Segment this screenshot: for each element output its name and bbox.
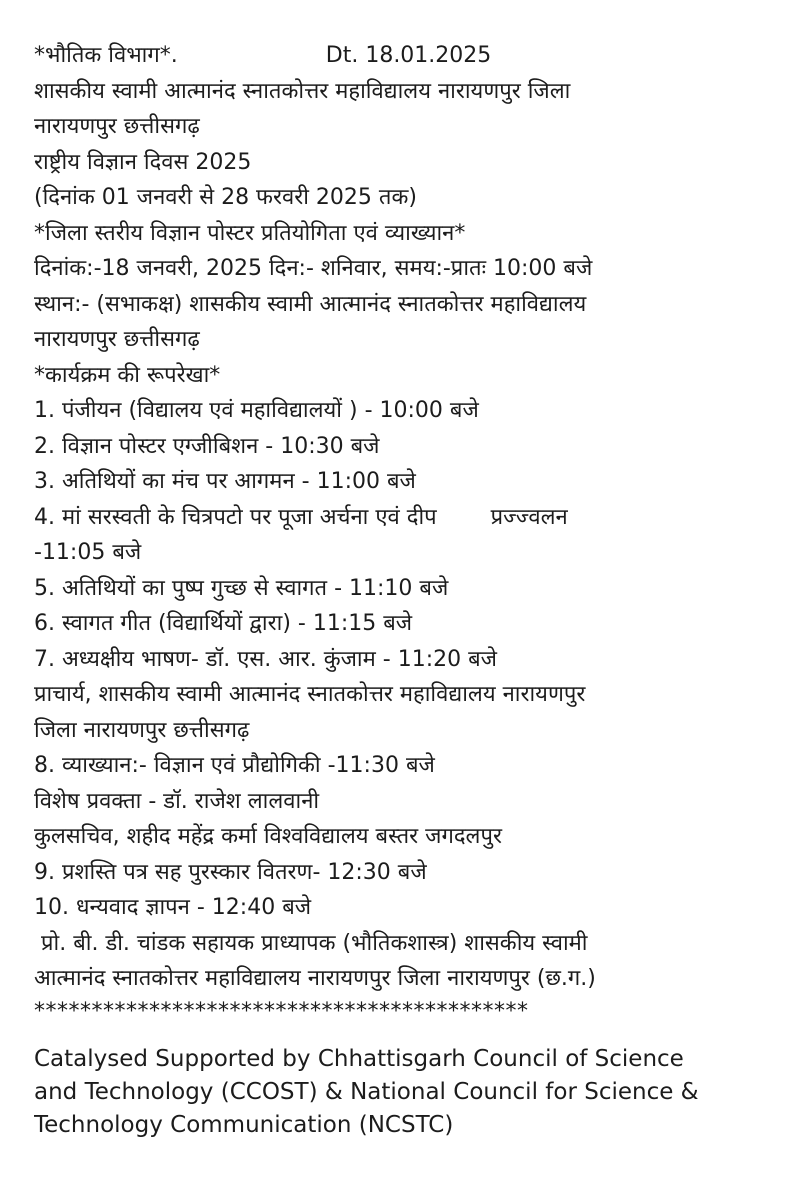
header-line bbox=[34, 38, 765, 74]
event-duration: (दिनांक 01 जनवरी से 28 फरवरी 2025 तक) bbox=[34, 185, 417, 210]
schedule-item-7: 7. अध्यक्षीय भाषण- डॉ. एस. आर. कुंजाम - 11:20 बजे bbox=[34, 646, 497, 672]
document-date: Dt. 18.01.2025 bbox=[325, 43, 492, 68]
schedule-item-9: 9. प्रशस्ति पत्र सह पुरस्कार वितरण- 12:30 बजे bbox=[34, 859, 427, 885]
schedule-item-8: 8. व्याख्यान:- विज्ञान एवं प्रौद्योगिकी -11:30 बजे bbox=[34, 753, 435, 778]
support-credits-line-3: Technology Communication (NCSTC) bbox=[34, 1111, 454, 1138]
college-name-line-1: शासकीय स्वामी आत्मानंद स्नातकोत्तर महाविद्यालय नारायणपुर जिला bbox=[34, 78, 571, 104]
schedule-item-4-text-cont: प्रज्ज्वलन bbox=[490, 504, 568, 530]
support-credits-line-2: and Technology (CCOST) & National Council for Science & bbox=[34, 1078, 699, 1105]
venue-line-1: स्थान:- (सभाकक्ष) शासकीय स्वामी आत्मानंद स्नातकोत्तर महाविद्यालय bbox=[34, 291, 587, 317]
schedule-item-2: 2. विज्ञान पोस्टर एग्जीबिशन - 10:30 बजे bbox=[34, 433, 380, 459]
competition-title: *जिला स्तरीय विज्ञान पोस्टर प्रतियोगिता एवं व्याख्यान* bbox=[34, 220, 466, 246]
support-credits bbox=[34, 1043, 765, 1142]
speaker-name: विशेष प्रवक्ता - डॉ. राजेश लालवानी bbox=[34, 788, 320, 814]
programme-outline-heading: *कार्यक्रम की रूपरेखा* bbox=[34, 362, 221, 388]
college-name-line-2: नारायणपुर छत्तीसगढ़ bbox=[34, 114, 200, 139]
schedule-item-10: 10. धन्यवाद ज्ञापन - 12:40 बजे bbox=[34, 895, 312, 920]
support-credits-line-1: Catalysed Supported by Chhattisgarh Council of Science bbox=[34, 1045, 684, 1072]
venue-line-2: नारायणपुर छत्तीसगढ़ bbox=[34, 327, 200, 352]
chief-guest-designation-2: जिला नारायणपुर छत्तीसगढ़ bbox=[34, 717, 250, 743]
department-title: *भौतिक विभाग*. bbox=[34, 43, 178, 68]
schedule-item-1: 1. पंजीयन (विद्यालय एवं महाविद्यालयों ) - 10:00 बजे bbox=[34, 398, 479, 423]
speaker-designation: कुलसचिव, शहीद महेंद्र कर्मा विश्वविद्यालय बस्तर जगदलपुर bbox=[34, 824, 502, 849]
schedule-item-5: 5. अतिथियों का पुष्प गुच्छ से स्वागत - 11:10 बजे bbox=[34, 575, 449, 601]
schedule-item-4-text: 4. मां सरस्वती के चित्रपटो पर पूजा अर्चना एवं दीप bbox=[34, 504, 437, 530]
star-divider: ******************************************* bbox=[34, 998, 529, 1024]
schedule-item-6: 6. स्वागत गीत (विद्यार्थियों द्वारा) - 11:15 बजे bbox=[34, 611, 413, 636]
schedule-item-4-time: -11:05 बजे bbox=[34, 540, 142, 565]
chief-guest-designation-1: प्राचार्य, शासकीय स्वामी आत्मानंद स्नातकोत्तर महाविद्यालय नारायणपुर bbox=[34, 682, 586, 707]
organizer-line-2: आत्मानंद स्नातकोत्तर महाविद्यालय नारायणपुर जिला नारायणपुर (छ.ग.) bbox=[34, 966, 596, 991]
schedule-item-4 bbox=[34, 500, 765, 536]
date-day-time: दिनांक:-18 जनवरी, 2025 दिन:- शनिवार, समय:-प्रातः 10:00 बजे bbox=[34, 256, 593, 281]
event-title: राष्ट्रीय विज्ञान दिवस 2025 bbox=[34, 149, 252, 175]
organizer-line-1: प्रो. बी. डी. चांडक सहायक प्राध्यापक (भौतिकशास्त्र) शासकीय स्वामी bbox=[34, 930, 588, 956]
schedule-item-3: 3. अतिथियों का मंच पर आगमन - 11:00 बजे bbox=[34, 469, 416, 494]
